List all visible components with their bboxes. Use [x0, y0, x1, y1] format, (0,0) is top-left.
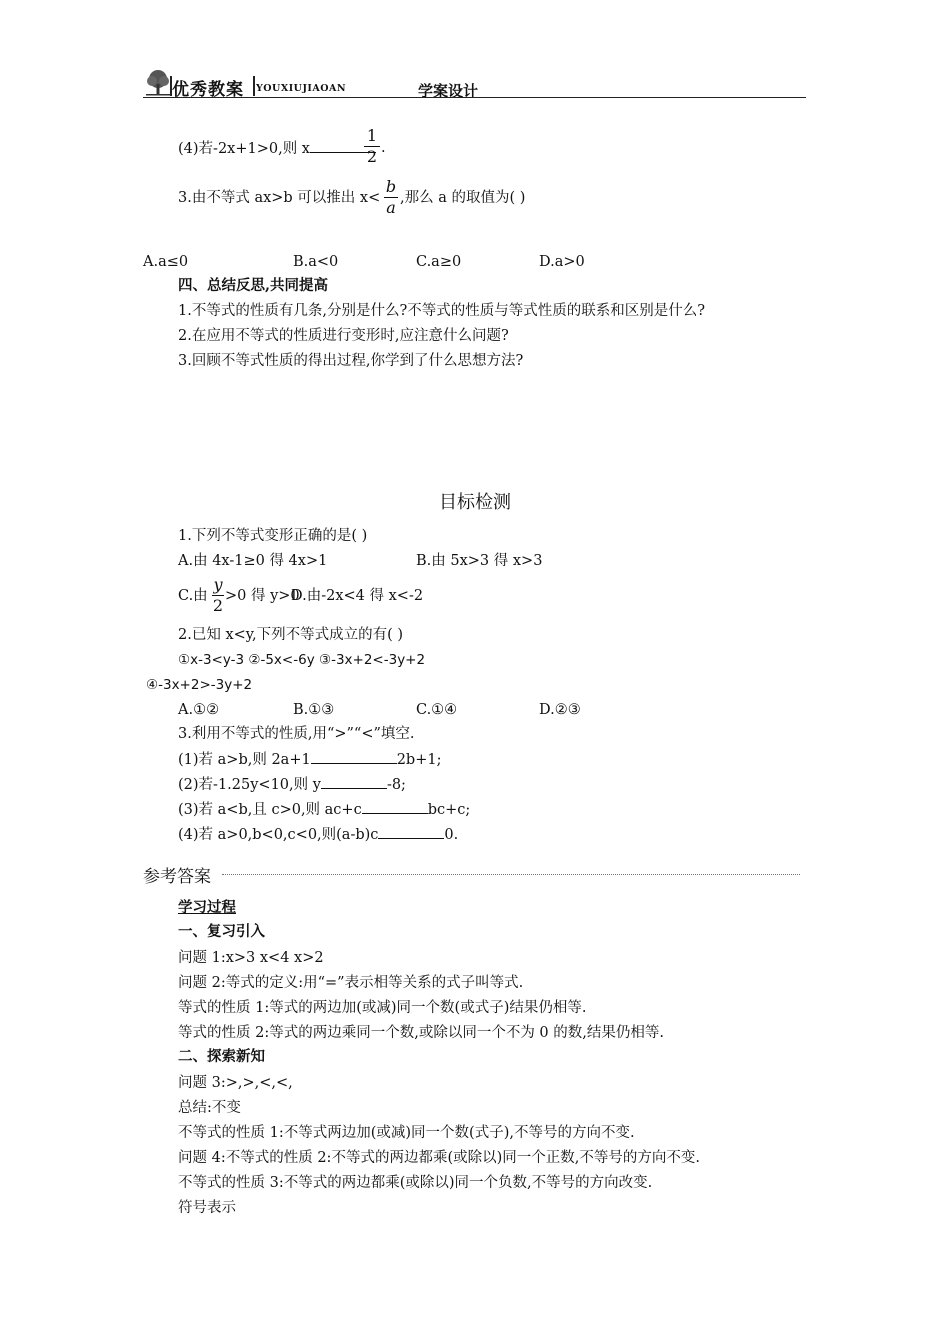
check-q3-item-1: [178, 749, 441, 770]
q3-item-text: (2)若-1.25y<10,则 y: [178, 777, 321, 793]
option-d: D.a>0: [539, 254, 585, 270]
summary-heading: 四、总结反思,共同提高: [178, 277, 329, 294]
answer-line: 问题 2:等式的定义:用“=”表示相等关系的式子叫等式.: [178, 975, 524, 991]
fraction-numerator: y: [213, 575, 223, 594]
question-3-end: ,那么 a 的取值为( ): [400, 190, 526, 206]
answer-line: 符号表示: [178, 1200, 236, 1216]
check-question-2: 2.已知 x<y,下列不等式成立的有( ): [178, 627, 404, 643]
fraction-denominator: 2: [212, 596, 224, 615]
q3-item-text: (3)若 a<b,且 c>0,则 ac+c: [178, 802, 362, 818]
check-q3-item-3: [178, 799, 470, 820]
option-a: A.a≤0: [143, 254, 189, 270]
fraction-numerator: 1: [366, 126, 378, 145]
check-q1-option-c-suffix: >0 得 y>0: [225, 588, 300, 604]
check-q2-items: ④-3x+2>-3y+2: [146, 677, 253, 693]
answer-line: 问题 3:>,>,<,<,: [178, 1075, 293, 1091]
summary-item: 2.在应用不等式的性质进行变形时,应注意什么问题?: [178, 328, 509, 344]
summary-item: 1.不等式的性质有几条,分别是什么?不等式的性质与等式性质的联系和区别是什么?: [178, 303, 705, 319]
answer-line: 等式的性质 2:等式的两边乘同一个数,或除以同一个不为 0 的数,结果仍相等.: [178, 1025, 664, 1041]
fraction-denominator: a: [386, 198, 396, 217]
fraction-numerator: b: [385, 177, 397, 196]
check-q2-option-b: B.①③: [293, 702, 335, 718]
answer-blank: [321, 774, 387, 789]
part-1-heading: 一、复习引入: [178, 923, 265, 940]
document-type: 学案设计: [418, 82, 479, 100]
q3-item-text: 2b+1;: [396, 752, 442, 768]
answer-line: 问题 1:x>3 x<4 x>2: [178, 950, 324, 966]
answer-line: 不等式的性质 1:不等式两边加(或减)同一个数(式子),不等号的方向不变.: [178, 1125, 635, 1141]
check-question-1: 1.下列不等式变形正确的是( ): [178, 528, 368, 544]
option-b: B.a<0: [293, 254, 339, 270]
header-rule: [143, 97, 806, 98]
fraction-y-over-2: [212, 576, 224, 615]
check-q1-option-a: A.由 4x-1≥0 得 4x>1: [178, 553, 328, 569]
q3-item-text: (4)若 a>0,b<0,c<0,则(a-b)c: [178, 827, 379, 843]
q3-item-text: 0.: [444, 827, 459, 843]
fraction-b-over-a: [384, 178, 398, 217]
check-q1-option-b: B.由 5x>3 得 x>3: [416, 553, 543, 569]
dotted-rule: [222, 874, 800, 875]
q3-item-text: bc+c;: [427, 802, 471, 818]
summary-item: 3.回顾不等式性质的得出过程,你学到了什么思想方法?: [178, 353, 524, 369]
check-q2-items: ①x-3<y-3 ②-5x<-6y ③-3x+2<-3y+2: [178, 652, 426, 668]
check-q1-option-d: D.由-2x<4 得 x<-2: [291, 588, 424, 604]
option-c: C.a≥0: [416, 254, 462, 270]
check-q1-option-c-prefix: C.由: [178, 588, 208, 604]
check-q2-option-d: D.②③: [539, 702, 581, 718]
part-2-heading: 二、探索新知: [178, 1048, 265, 1065]
question-4-end: .: [381, 140, 386, 156]
question-4-line: [178, 138, 376, 159]
brand-divider-2: [253, 76, 255, 96]
question-3-text: 3.由不等式 ax>b 可以推出 x<: [178, 190, 381, 206]
check-q3-item-4: [178, 824, 458, 845]
answer-blank: [378, 824, 444, 839]
answer-line: 等式的性质 1:等式的两边加(或减)同一个数(或式子)结果仍相等.: [178, 1000, 587, 1016]
answer-line: 不等式的性质 3:不等式的两边都乘(或除以)同一个负数,不等号的方向改变.: [178, 1175, 653, 1191]
fraction-denominator: 2: [366, 147, 378, 166]
check-q3-item-2: [178, 774, 406, 795]
fraction-one-half: [364, 127, 380, 166]
brand-subtitle: YOUXIUJIAOAN: [256, 83, 347, 94]
q3-item-text: (1)若 a>b,则 2a+1: [178, 752, 311, 768]
q3-item-text: -8;: [386, 777, 406, 793]
answer-blank: [311, 749, 397, 764]
answer-line: 问题 4:不等式的性质 2:不等式的两边都乘(或除以)同一个正数,不等号的方向不变.: [178, 1150, 700, 1166]
process-heading: 学习过程: [178, 899, 236, 916]
section-title: 目标检测: [439, 492, 511, 513]
brand-name: 优秀教案: [172, 80, 244, 100]
check-q2-option-a: A.①②: [178, 702, 220, 718]
answer-line: 总结:不变: [178, 1100, 241, 1116]
tree-icon: [143, 68, 173, 98]
question-4-text: (4)若-2x+1>0,则 x: [178, 141, 310, 157]
answer-blank: [362, 799, 428, 814]
check-question-3: 3.利用不等式的性质,用“>”“<”填空.: [178, 726, 415, 742]
answers-heading: 参考答案: [143, 867, 211, 887]
check-q2-option-c: C.①④: [416, 702, 458, 718]
